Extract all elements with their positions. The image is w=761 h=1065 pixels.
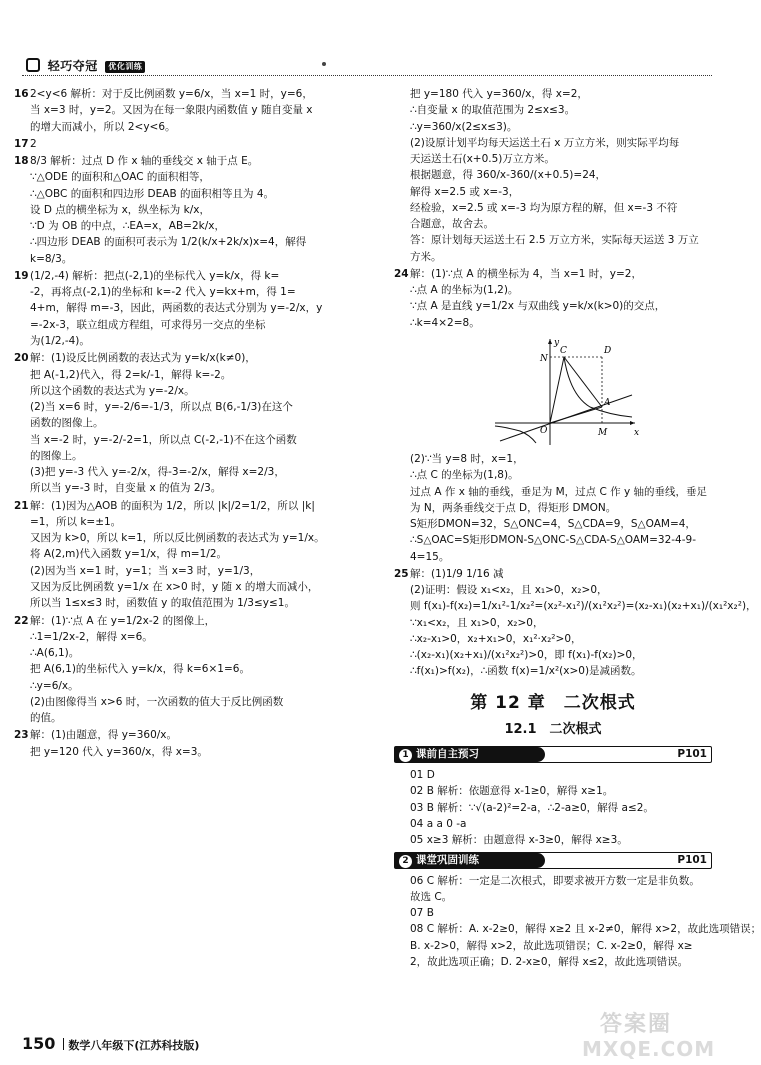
answer-line: k=8/3。	[30, 252, 73, 265]
answer-line: 答：原计划每天运送土石 2.5 万立方米，实际每天运送 3 万立	[410, 234, 699, 247]
answer-line: 所以当 1≤x≤3 时，函数值 y 的取值范围为 1/3≤y≤1。	[30, 597, 295, 610]
answer-line: 解：(1)∵点 A 在 y=1/2x-2 的图像上，	[30, 614, 216, 627]
answer-line: 的值。	[30, 712, 62, 725]
answer-line: 解：(1)因为△AOB 的面积为 1/2，所以 |k|/2=1/2，所以 |k|	[30, 499, 315, 512]
answer-line: 解：(1)设反比例函数的表达式为 y=k/x(k≠0)，	[30, 352, 256, 365]
question-25	[394, 566, 757, 680]
question-19	[14, 268, 376, 349]
answer-line: 把 y=180 代入 y=360/x，得 x=2，	[410, 88, 588, 100]
point-c-label: C	[560, 345, 567, 356]
question-23	[14, 727, 376, 760]
header-dot-icon	[322, 62, 326, 66]
answer-line: ∴S△OAC=S矩形DMON-S△ONC-S△CDA-S△OAM=32-4-9-	[410, 534, 696, 547]
point-n-label: N	[540, 353, 548, 364]
question-18	[14, 153, 376, 267]
answer-line: 根据题意，得 360/x-360/(x+0.5)=24，	[410, 169, 607, 182]
answer-line: ∴A(6,1)。	[30, 647, 80, 660]
answer-line: 把 A(6,1)的坐标代入 y=k/x，得 k=6×1=6。	[30, 663, 250, 676]
answer-line: 函数的图像上。	[30, 417, 104, 430]
answer-line: 过点 A 作 x 轴的垂线，垂足为 M，过点 C 作 y 轴的垂线，垂足	[410, 485, 708, 498]
footer-divider	[63, 1038, 64, 1050]
right-column	[394, 86, 761, 970]
answer-line: 解得 x=2.5 或 x=-3，	[410, 185, 520, 198]
answer-line: (2)设原计划平均每天运送土石 x 万立方米，则实际平均每	[410, 136, 680, 149]
brand-name: 轻巧夺冠	[47, 59, 98, 73]
answer-line: 把 y=120 代入 y=360/x，得 x=3。	[30, 745, 208, 758]
left-column	[14, 86, 376, 761]
answer-line: ∴k=4×2=8。	[410, 316, 480, 329]
answer-line: (2)证明：假设 x₁<x₂，且 x₁>0，x₂>0，	[410, 584, 608, 597]
answer-line: 08 C 解析：A. x-2≥0，解得 x≥2 且 x-2≠0，解得 x>2，故此选项错误；	[410, 923, 761, 936]
question-number: 22	[14, 614, 29, 627]
answer-line: 当 x=3 时，y=2。又因为在每一象限内函数值 y 随自变量 x	[30, 104, 313, 117]
band-label	[395, 747, 545, 762]
answer-line: 所以当 y=-3 时，自变量 x 的值为 2/3。	[30, 482, 222, 495]
question-number: 16	[14, 88, 29, 100]
question-number: 21	[14, 499, 29, 512]
answer-line: B. x-2>0，解得 x>2，故此选项错误；C. x-2≥0，解得 x≥	[410, 939, 693, 952]
page-footer	[22, 1032, 199, 1057]
answer-line: ∵△ODE 的面积和△OAC 的面积相等，	[30, 171, 210, 184]
function-graph	[490, 335, 640, 447]
answer-line: 2	[30, 137, 37, 150]
answer-line: ∵x₁<x₂，且 x₁>0，x₂>0，	[410, 616, 544, 629]
answer-line: 又因为反比例函数 y=1/x 在 x>0 时，y 随 x 的增大而减小，	[30, 580, 319, 593]
answer-line: 4=15。	[410, 550, 450, 563]
answer-line: 05 x≥3 解析：由题意得 x-3≥0，解得 x≥3。	[410, 834, 628, 847]
answer-line: 07 B	[410, 907, 434, 920]
answer-line: 当 x=-2 时，y=-2/-2=1，所以点 C(-2,-1)不在这个函数	[30, 433, 297, 446]
answer-line: 经检验，x=2.5 或 x=-3 均为原方程的解，但 x=-3 不符	[410, 201, 678, 214]
answer-line: (2)由图像得当 x>6 时，一次函数的值大于反比例函数	[30, 695, 284, 708]
answer-line: 的增大而减小，所以 2<y<6。	[30, 120, 176, 133]
answer-line: 合题意，故舍去。	[410, 218, 494, 231]
band-label	[395, 853, 545, 868]
answer-line: ∵D 为 OB 的中点，∴EA=x，AB=2k/x，	[30, 220, 225, 233]
answer-line: 解：(1)1/9 1/16 减	[410, 567, 504, 580]
origin-label: O	[540, 425, 548, 436]
question-number: 25	[394, 567, 409, 580]
answer-line: (3)把 y=-3 代入 y=-2/x，得-3=-2/x，解得 x=2/3，	[30, 466, 285, 479]
answer-line: 02 B 解析：依题意得 x-1≥0，解得 x≥1。	[410, 785, 614, 798]
preview-answers	[394, 767, 712, 848]
band-number-badge: 1	[399, 749, 412, 762]
answer-line: 所以这个函数的表达式为 y=-2/x。	[30, 384, 195, 397]
answer-line: =1，所以 k=±1。	[30, 515, 122, 528]
section-band-practice	[394, 852, 712, 869]
answer-line: ∴点 A 的坐标为(1,2)。	[410, 284, 519, 297]
answer-line: 2，故此选项正确；D. 2-x≥0，解得 x≤2，故此选项错误。	[410, 955, 689, 968]
site-watermark	[582, 1008, 732, 1061]
answer-line: (2)因为当 x=1 时，y=1；当 x=3 时，y=1/3，	[30, 564, 261, 577]
logo-icon	[26, 58, 40, 72]
point-d-label: D	[604, 345, 612, 356]
answer-line: ∴y=6/x。	[30, 679, 79, 692]
answer-line: 8/3 解析：过点 D 作 x 轴的垂线交 x 轴于点 E。	[30, 155, 259, 168]
answer-line: ∴△OBC 的面积和四边形 DEAB 的面积相等且为 4。	[30, 187, 275, 200]
x-axis-arrow-icon	[630, 421, 635, 425]
answer-line: (2)∵当 y=8 时，x=1，	[410, 452, 524, 465]
question-20	[14, 350, 376, 496]
band-page-ref: P101	[677, 748, 707, 761]
answer-line: 4+m，解得 m=-3，因此，两函数的表达式分别为 y=-2/x，y	[30, 302, 323, 315]
question-17	[14, 136, 376, 152]
segment-oc	[550, 357, 564, 423]
y-axis-arrow-icon	[548, 339, 552, 344]
graph-svg	[490, 335, 640, 447]
question-22	[14, 613, 376, 727]
answer-line: 解：(1)由题意，得 y=360/x。	[30, 729, 178, 742]
answer-line: 06 C 解析：一定是二次根式，即要求被开方数一定是非负数。	[410, 874, 700, 887]
answer-line: 设 D 点的横坐标为 x，纵坐标为 k/x，	[30, 203, 210, 216]
question-number: 19	[14, 269, 29, 282]
question-23-continued	[394, 86, 712, 265]
answer-line: 故选 C。	[410, 890, 453, 903]
answer-line: 03 B 解析：∵√(a-2)²=2-a，∴2-a≥0，解得 a≤2。	[410, 801, 654, 814]
answer-line: 为(1/2,-4)。	[30, 334, 90, 347]
answer-line: 天运送土石(x+0.5)万立方米。	[410, 153, 555, 166]
band-page-ref: P101	[677, 853, 707, 866]
question-number: 24	[394, 267, 409, 280]
brand-logo	[26, 57, 145, 76]
page-header	[22, 56, 712, 76]
answer-line: 则 f(x₁)-f(x₂)=1/x₁²-1/x₂²=(x₂²-x₁²)/(x₁²x₂²)=(x₂-x₁)(x₂+x₁)/(x₁²x₂²)，	[410, 600, 757, 613]
answer-line: =-2x-3，联立组成方程组，可求得另一交点的坐标	[30, 318, 266, 331]
segment-ca	[564, 357, 602, 407]
answer-line: ∵点 A 是直线 y=1/2x 与双曲线 y=k/x(k>0)的交点，	[410, 300, 666, 313]
answer-line: ∴f(x₁)>f(x₂)，∴函数 f(x)=1/x²(x>0)是减函数。	[410, 665, 642, 678]
y-axis-label: y	[554, 337, 560, 348]
answer-line: 又因为 k>0，所以 k=1，所以反比例函数的表达式为 y=1/x。	[30, 532, 325, 545]
answer-line: ∴点 C 的坐标为(1,8)。	[410, 469, 519, 482]
answer-line: ∴(x₂-x₁)(x₂+x₁)/(x₁²x₂²)>0，即 f(x₁)-f(x₂)>0，	[410, 649, 643, 662]
section-band-preview	[394, 746, 712, 763]
point-m-label: M	[598, 427, 608, 438]
answer-line: ∴四边形 DEAB 的面积可表示为 1/2(k/x+2k/x)x=4，解得	[30, 236, 307, 249]
question-number: 18	[14, 155, 29, 168]
book-title: 数学八年级下(江苏科技版)	[68, 1039, 200, 1052]
question-number: 20	[14, 352, 29, 365]
segment-oa	[550, 407, 602, 423]
watermark-logo: 答案圈	[600, 1012, 673, 1037]
answer-line: S矩形DMON=32，S△ONC=4，S△CDA=9，S△OAM=4，	[410, 518, 696, 531]
question-number: 17	[14, 137, 29, 150]
page-number: 150	[22, 1034, 56, 1053]
answer-line: -2，再将点(-2,1)的坐标和 k=-2 代入 y=kx+m，得 1=	[30, 286, 296, 299]
practice-answers	[394, 873, 761, 971]
answer-line: ∴x₂-x₁>0，x₂+x₁>0，x₁²·x₂²>0，	[410, 632, 582, 645]
answer-line: 04 a a 0 -a	[410, 817, 467, 830]
answer-line: ∴1=1/2x-2，解得 x=6。	[30, 630, 153, 643]
answer-line: (1/2,-4) 解析：把点(-2,1)的坐标代入 y=k/x，得 k=	[30, 269, 280, 282]
question-24	[394, 266, 712, 565]
watermark-text: MXQE.COM	[582, 1037, 716, 1061]
section-title: 12.1 二次根式	[504, 722, 602, 738]
band-number-badge: 2	[399, 855, 412, 868]
answer-line: 的图像上。	[30, 449, 83, 462]
point-a-label: A	[604, 397, 611, 408]
x-axis-label: x	[634, 427, 640, 438]
answer-line: (2)当 x=6 时，y=-2/6=-1/3，所以点 B(6,-1/3)在这个	[30, 401, 293, 414]
band-title: 课前自主预习	[416, 748, 479, 761]
band-title: 课堂巩固训练	[416, 853, 479, 866]
answer-line: 为 N，两条垂线交于点 D，得矩形 DMON。	[410, 501, 617, 514]
answer-line: ∴自变量 x 的取值范围为 2≤x≤3。	[410, 104, 576, 117]
question-16	[14, 86, 376, 135]
answer-line: 2<y<6 解析：对于反比例函数 y=6/x，当 x=1 时，y=6，	[30, 88, 313, 100]
answer-line: 将 A(2,m)代入函数 y=1/x，得 m=1/2。	[30, 548, 228, 561]
answer-line: 解：(1)∵点 A 的横坐标为 4，当 x=1 时，y=2，	[410, 267, 642, 280]
answer-line: 方米。	[410, 250, 442, 263]
answer-line: 01 D	[410, 769, 435, 782]
answer-line: ∴y=360/x(2≤x≤3)。	[410, 120, 518, 133]
question-number: 23	[14, 729, 29, 742]
answer-line: 把 A(-1,2)代入，得 2=k/-1，解得 k=-2。	[30, 368, 232, 381]
chapter-title: 第 12 章 二次根式	[470, 692, 636, 713]
brand-tag: 优化训练	[105, 61, 145, 73]
question-21	[14, 498, 376, 612]
